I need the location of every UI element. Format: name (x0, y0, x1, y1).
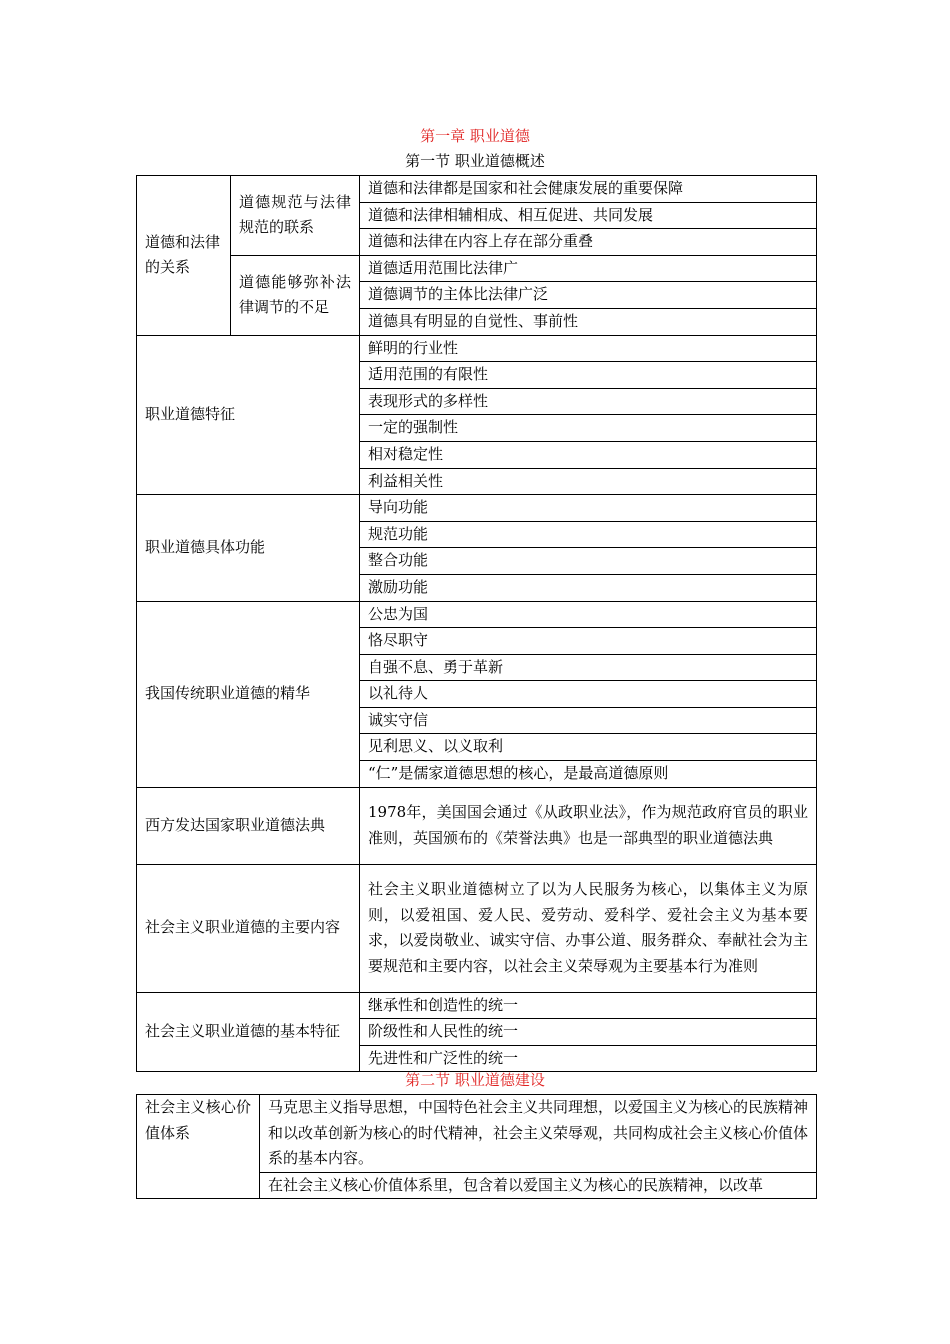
functions-label: 职业道德具体功能 (137, 495, 360, 601)
rel-sub1-item: 道德和法律都是国家和社会健康发展的重要保障 (360, 176, 817, 203)
function-item: 激励功能 (360, 574, 817, 601)
function-item: 导向功能 (360, 495, 817, 522)
section-title: 第一节 职业道德概述 (405, 152, 545, 170)
features-label: 职业道德特征 (137, 335, 360, 495)
function-item: 整合功能 (360, 548, 817, 575)
feature-item: 利益相关性 (360, 468, 817, 495)
rel-sub2-item: 道德调节的主体比法律广泛 (360, 282, 817, 309)
tradition-item: 恪尽职守 (360, 628, 817, 655)
tradition-item: 公忠为国 (360, 601, 817, 628)
content-text: 社会主义职业道德树立了以为人民服务为核心，以集体主义为原则，以爱祖国、爱人民、爱劳动、爱科学、爱社会主义为基本要求，以爱岗敬业、诚实守信、办事公道、服务群众、奉献社会为主要规范和主要内容，以社会主义荣辱观为主要基本行为准则 (360, 864, 817, 992)
feature-item: 适用范围的有限性 (360, 362, 817, 389)
feature-item: 鲜明的行业性 (360, 335, 817, 362)
tradition-item: 诚实守信 (360, 707, 817, 734)
construction-table (136, 1094, 817, 1199)
basic-item: 先进性和广泛性的统一 (360, 1045, 817, 1072)
rel-sub1-label: 道德规范与法律规范的联系 (231, 176, 360, 256)
rel-sub1-item: 道德和法律在内容上存在部分重叠 (360, 229, 817, 256)
content-label: 社会主义职业道德的主要内容 (137, 864, 360, 992)
section2-title: 第二节 职业道德建设 (405, 1071, 545, 1089)
rel-sub2-item: 道德适用范围比法律广 (360, 255, 817, 282)
feature-item: 表现形式的多样性 (360, 388, 817, 415)
rel-label: 道德和法律的关系 (137, 176, 231, 336)
core-text: 马克思主义指导思想，中国特色社会主义共同理想，以爱国主义为核心的民族精神和以改革创新为核心的时代精神，社会主义荣辱观，共同构成社会主义核心价值体系的基本内容。 (260, 1095, 817, 1173)
core-text-continued: 在社会主义核心价值体系里，包含着以爱国主义为核心的民族精神，以改革 (260, 1172, 817, 1199)
basic-item: 继承性和创造性的统一 (360, 992, 817, 1019)
rel-sub2-label: 道德能够弥补法律调节的不足 (231, 255, 360, 335)
overview-table (136, 175, 817, 1072)
rel-sub1-item: 道德和法律相辅相成、相互促进、共同发展 (360, 202, 817, 229)
rel-sub2-item: 道德具有明显的自觉性、事前性 (360, 308, 817, 335)
function-item: 规范功能 (360, 521, 817, 548)
tradition-item: 见利思义、以义取利 (360, 734, 817, 761)
tradition-item: “仁”是儒家道德思想的核心，是最高道德原则 (360, 761, 817, 788)
tradition-item: 自强不息、勇于革新 (360, 654, 817, 681)
tradition-item: 以礼待人 (360, 681, 817, 708)
feature-item: 一定的强制性 (360, 415, 817, 442)
basic-label: 社会主义职业道德的基本特征 (137, 992, 360, 1072)
western-text: 1978年，美国国会通过《从政职业法》，作为规范政府官员的职业准则，英国颁布的《荣誉法典》也是一部典型的职业道德法典 (360, 787, 817, 864)
western-label: 西方发达国家职业道德法典 (137, 787, 360, 864)
tradition-label: 我国传统职业道德的精华 (137, 601, 360, 787)
chapter-title: 第一章 职业道德 (420, 127, 530, 145)
feature-item: 相对稳定性 (360, 441, 817, 468)
basic-item: 阶级性和人民性的统一 (360, 1019, 817, 1046)
core-label: 社会主义核心价值体系 (137, 1095, 260, 1199)
